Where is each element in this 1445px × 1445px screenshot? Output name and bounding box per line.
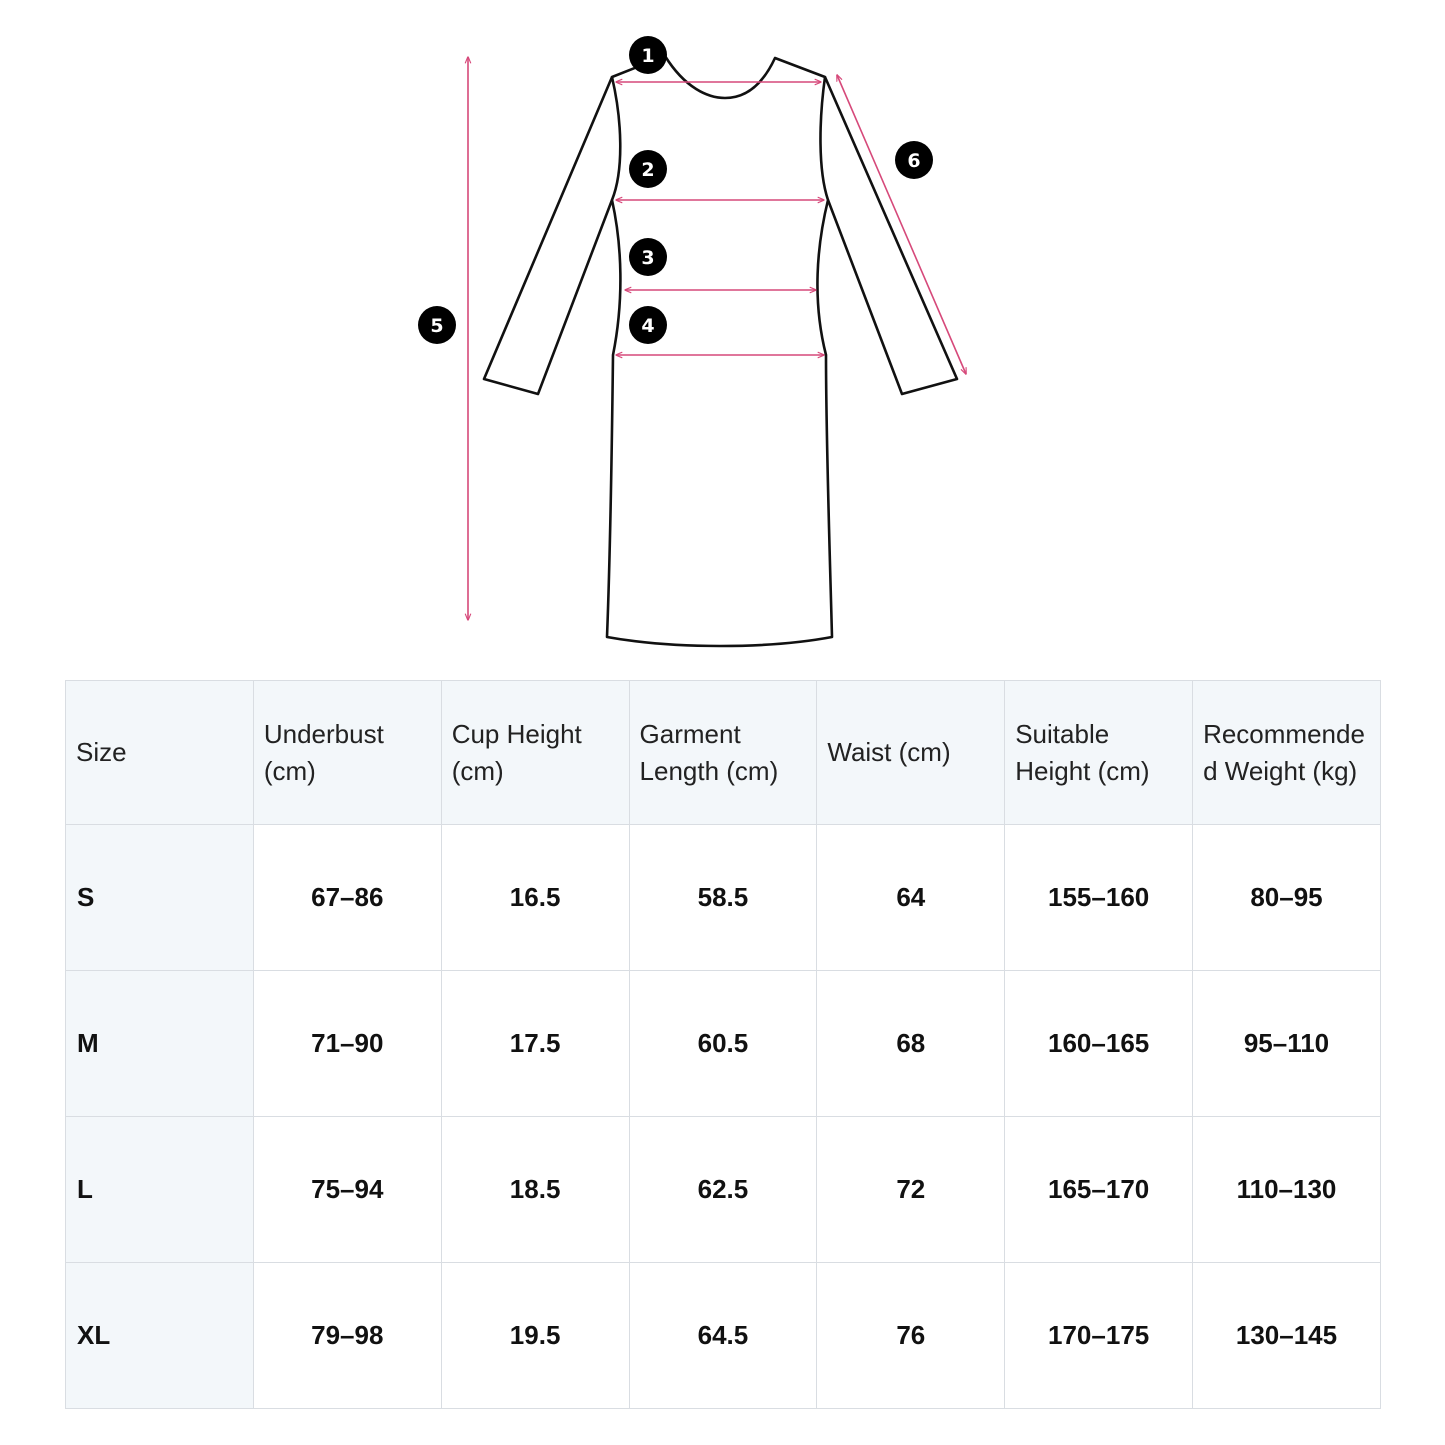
marker-4-label: 4	[641, 315, 655, 337]
marker-1-label: 1	[641, 45, 655, 67]
table-row	[66, 1263, 1381, 1409]
header-suitable-height: Suitable Height (cm)	[1005, 681, 1193, 825]
underbust-cell: 71–90	[253, 971, 441, 1117]
garment-length-cell: 58.5	[629, 825, 817, 971]
underbust-cell: 79–98	[253, 1263, 441, 1409]
marker-2-label: 2	[641, 159, 655, 181]
marker-6	[895, 141, 933, 179]
right-sleeve-outline	[825, 77, 957, 394]
garment-length-cell: 62.5	[629, 1117, 817, 1263]
marker-2	[629, 150, 667, 188]
underbust-cell: 67–86	[253, 825, 441, 971]
dress-outline	[484, 56, 957, 646]
marker-3	[629, 238, 667, 276]
recommended-weight-cell: 110–130	[1193, 1117, 1381, 1263]
table-row	[66, 825, 1381, 971]
garment-length-cell: 64.5	[629, 1263, 817, 1409]
header-waist: Waist (cm)	[817, 681, 1005, 825]
header-underbust: Underbust (cm)	[253, 681, 441, 825]
size-cell: XL	[66, 1263, 254, 1409]
marker-6-label: 6	[907, 150, 921, 172]
marker-5	[418, 306, 456, 344]
cup-height-cell: 17.5	[441, 971, 629, 1117]
size-cell: L	[66, 1117, 254, 1263]
cup-height-cell: 18.5	[441, 1117, 629, 1263]
recommended-weight-cell: 95–110	[1193, 971, 1381, 1117]
waist-cell: 76	[817, 1263, 1005, 1409]
marker-4	[629, 306, 667, 344]
marker-5-label: 5	[430, 315, 444, 337]
recommended-weight-cell: 130–145	[1193, 1263, 1381, 1409]
sleeve-measure-arrow	[837, 75, 966, 374]
recommended-weight-cell: 80–95	[1193, 825, 1381, 971]
dress-body-outline	[607, 56, 832, 646]
suitable-height-cell: 165–170	[1005, 1117, 1193, 1263]
cup-height-cell: 19.5	[441, 1263, 629, 1409]
size-cell: M	[66, 971, 254, 1117]
left-sleeve-outline	[484, 77, 612, 394]
marker-1	[629, 36, 667, 74]
waist-cell: 68	[817, 971, 1005, 1117]
suitable-height-cell: 160–165	[1005, 971, 1193, 1117]
suitable-height-cell: 170–175	[1005, 1263, 1193, 1409]
header-recommended-weight: Recommended Weight (kg)	[1193, 681, 1381, 825]
cup-height-cell: 16.5	[441, 825, 629, 971]
header-size: Size	[66, 681, 254, 825]
header-row	[66, 681, 1381, 825]
garment-length-cell: 60.5	[629, 971, 817, 1117]
marker-3-label: 3	[641, 247, 655, 269]
waist-cell: 64	[817, 825, 1005, 971]
dress-measurement-diagram	[0, 0, 1445, 660]
table-row	[66, 971, 1381, 1117]
suitable-height-cell: 155–160	[1005, 825, 1193, 971]
header-garment-length: Garment Length (cm)	[629, 681, 817, 825]
size-chart-table	[65, 680, 1381, 1409]
header-cup-height: Cup Height (cm)	[441, 681, 629, 825]
table-row	[66, 1117, 1381, 1263]
waist-cell: 72	[817, 1117, 1005, 1263]
size-cell: S	[66, 825, 254, 971]
underbust-cell: 75–94	[253, 1117, 441, 1263]
